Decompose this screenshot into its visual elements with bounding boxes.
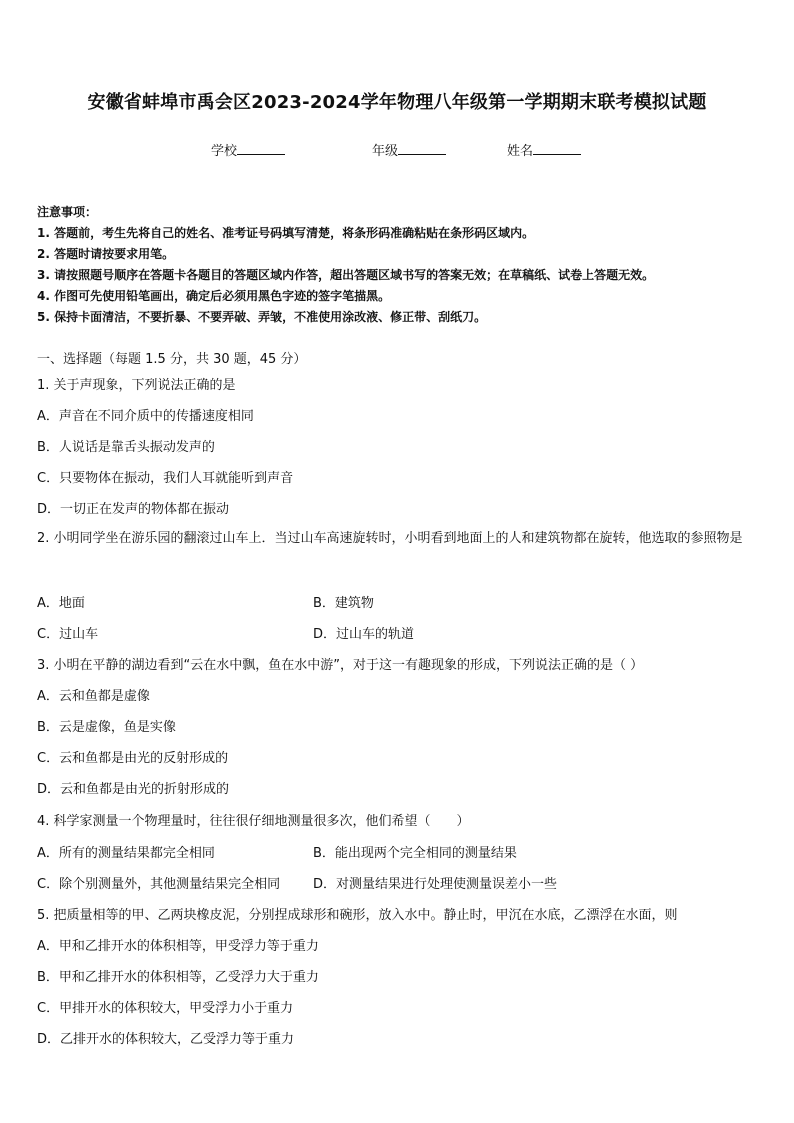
option-a: A．甲和乙排开水的体积相等，甲受浮力等于重力 <box>37 939 319 954</box>
question-stem: 3. 小明在平静的湖边看到“云在水中飘，鱼在水中游”，对于这一有趣现象的形成，下列说法正确的是（ ） <box>37 658 644 673</box>
option-a: A．声音在不同介质中的传播速度相同 <box>37 409 254 424</box>
option-b: B．人说话是靠舌头振动发声的 <box>37 440 215 455</box>
school-field <box>211 140 285 159</box>
option-b: B．能出现两个完全相同的测量结果 <box>313 846 517 861</box>
exam-title: 安徽省蚌埠市禹会区2023-2024学年物理八年级第一学期期末联考模拟试题 <box>87 92 707 113</box>
option-d: D．对测量结果进行处理使测量误差小一些 <box>313 877 558 892</box>
grade-field <box>372 140 446 159</box>
school-label: 学校 <box>211 144 238 159</box>
option-d: D．一切正在发声的物体都在振动 <box>37 502 230 517</box>
option-d: D．乙排开水的体积较大，乙受浮力等于重力 <box>37 1032 295 1047</box>
name-label: 姓名 <box>507 144 534 159</box>
option-a: A．云和鱼都是虚像 <box>37 689 150 704</box>
name-field <box>507 140 581 159</box>
question-stem: 5. 把质量相等的甲、乙两块橡皮泥，分别捏成球形和碗形，放入水中。静止时，甲沉在水底，乙漂浮在水面，则 <box>37 908 678 923</box>
notice-item: 5. 保持卡面清洁，不要折暴、不要弄破、弄皱，不准使用涂改液、修正带、刮纸刀。 <box>37 310 487 324</box>
option-a: A．地面 <box>37 596 85 611</box>
option-c: C．只要物体在振动，我们人耳就能听到声音 <box>37 471 294 486</box>
grade-label: 年级 <box>372 144 399 159</box>
notice-item: 4. 作图可先使用铅笔画出，确定后必须用黑色字迹的签字笔描黑。 <box>37 289 391 303</box>
question-stem: 4. 科学家测量一个物理量时，往往很仔细地测量很多次，他们希望（ ） <box>37 814 470 829</box>
option-b: B．云是虚像，鱼是实像 <box>37 720 176 735</box>
name-blank <box>533 142 581 155</box>
notice-item: 3. 请按照题号顺序在答题卡各题目的答题区域内作答，超出答题区域书写的答案无效；在草稿纸、试卷上答题无效。 <box>37 268 655 282</box>
option-d: D．云和鱼都是由光的折射形成的 <box>37 782 230 797</box>
section-title: 一、选择题（每题 1.5 分，共 30 题，45 分） <box>37 352 307 367</box>
option-c: C．甲排开水的体积较大，甲受浮力小于重力 <box>37 1001 294 1016</box>
student-info-row <box>0 140 794 160</box>
notice-heading: 注意事项： <box>37 205 98 219</box>
question-stem: 2. 小明同学坐在游乐园的翻滚过山车上．当过山车高速旋转时，小明看到地面上的人和建筑物都在旋转，他选取的参照物是 <box>37 531 743 546</box>
option-c: C．除个别测量外，其他测量结果完全相同 <box>37 877 281 892</box>
notice-item: 2. 答题时请按要求用笔。 <box>37 247 175 261</box>
grade-blank <box>398 142 446 155</box>
option-c: C．过山车 <box>37 627 99 642</box>
option-d: D．过山车的轨道 <box>313 627 415 642</box>
question-stem: 1. 关于声现象，下列说法正确的是 <box>37 378 236 393</box>
option-b: B．建筑物 <box>313 596 374 611</box>
notice-item: 1. 答题前，考生先将自己的姓名、准考证号码填写清楚，将条形码准确粘贴在条形码区域内。 <box>37 226 535 240</box>
option-b: B．甲和乙排开水的体积相等，乙受浮力大于重力 <box>37 970 319 985</box>
option-c: C．云和鱼都是由光的反射形成的 <box>37 751 229 766</box>
school-blank <box>237 142 285 155</box>
option-a: A．所有的测量结果都完全相同 <box>37 846 215 861</box>
